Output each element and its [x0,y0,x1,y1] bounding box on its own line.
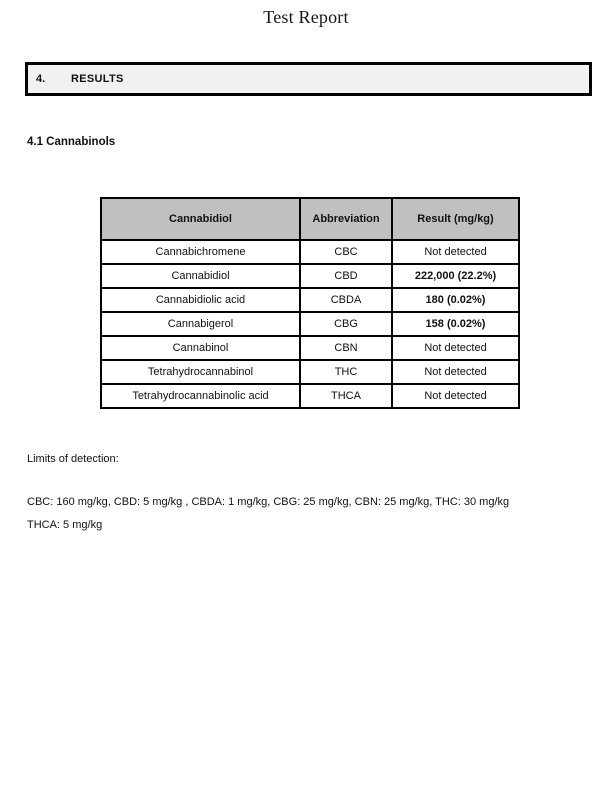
cell-abbreviation: CBC [300,240,392,264]
limits-line-2: THCA: 5 mg/kg [27,519,103,531]
table-row [101,264,519,288]
limits-of-detection-values [27,491,587,537]
cell-result: 222,000 (22.2%) [392,264,519,288]
cell-result: 180 (0.02%) [392,288,519,312]
cell-compound-name: Tetrahydrocannabinol [101,360,300,384]
table-row [101,360,519,384]
cell-abbreviation: CBDA [300,288,392,312]
cell-compound-name: Tetrahydrocannabinolic acid [101,384,300,408]
cell-compound-name: Cannabichromene [101,240,300,264]
column-header-result: Result (mg/kg) [392,198,519,240]
cell-abbreviation: CBN [300,336,392,360]
table-row [101,240,519,264]
cell-compound-name: Cannabidiol [101,264,300,288]
cell-result: 158 (0.02%) [392,312,519,336]
column-header-compound: Cannabidiol [101,198,300,240]
results-section-header [25,62,592,96]
column-header-abbreviation: Abbreviation [300,198,392,240]
cell-compound-name: Cannabidiolic acid [101,288,300,312]
cell-abbreviation: THCA [300,384,392,408]
cannabinoids-results-table [100,197,520,409]
table-row [101,288,519,312]
table-row [101,336,519,360]
table-row [101,312,519,336]
cell-result: Not detected [392,336,519,360]
table-header-row [101,198,519,240]
page-title: Test Report [263,7,349,27]
table-row [101,384,519,408]
cell-abbreviation: CBG [300,312,392,336]
limits-of-detection-label: Limits of detection: [27,453,119,465]
cell-abbreviation: CBD [300,264,392,288]
cell-compound-name: Cannabinol [101,336,300,360]
limits-line-1: CBC: 160 mg/kg, CBD: 5 mg/kg , CBDA: 1 mg/kg, CBG: 25 mg/kg, CBN: 25 mg/kg, THC: 30 mg/kg [27,496,510,508]
cell-compound-name: Cannabigerol [101,312,300,336]
cell-result: Not detected [392,384,519,408]
cell-result: Not detected [392,240,519,264]
subsection-title: 4.1 Cannabinols [27,136,116,148]
section-number: 4. [36,73,46,85]
section-title: RESULTS [71,73,124,85]
cell-result: Not detected [392,360,519,384]
cell-abbreviation: THC [300,360,392,384]
